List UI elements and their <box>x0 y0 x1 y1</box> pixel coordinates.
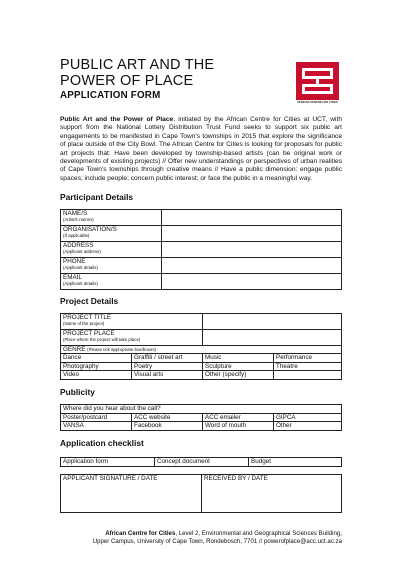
participant-heading: Participant Details <box>60 192 134 202</box>
checklist-item[interactable]: Concept document <box>155 458 249 467</box>
table-row <box>61 362 342 371</box>
checklist-item[interactable]: Budget <box>249 458 342 467</box>
genre-option[interactable]: Photography <box>61 362 132 371</box>
address-field[interactable] <box>162 242 342 258</box>
table-row <box>61 458 342 467</box>
table-row <box>61 274 342 290</box>
organisation-field[interactable] <box>162 226 342 242</box>
signature-box[interactable] <box>61 475 202 513</box>
genre-option[interactable]: Theatre <box>274 362 342 371</box>
form-subtitle: APPLICATION FORM <box>60 90 161 101</box>
genre-option[interactable]: Sculpture <box>203 362 274 371</box>
table-row <box>61 346 342 354</box>
field-label: ORGANISATION/S (If applicable) <box>61 226 162 242</box>
field-label: PROJECT TITLE (Name of the project) <box>61 314 203 330</box>
table-row <box>61 258 342 274</box>
table-row <box>61 210 342 226</box>
publicity-table <box>60 404 342 431</box>
field-label: ADDRESS (Applicant address) <box>61 242 162 258</box>
genre-option[interactable]: Graffiti / street art <box>132 354 203 363</box>
checklist-heading: Application checklist <box>60 438 144 448</box>
publicity-option[interactable]: Other <box>274 422 342 431</box>
participant-table <box>60 209 342 290</box>
table-row <box>61 371 342 380</box>
field-label: PHONE (Applicant details) <box>61 258 162 274</box>
name-field[interactable] <box>162 210 342 226</box>
field-label: GENRE (Please tick appropriate box/boxes) <box>61 346 342 354</box>
table-row <box>61 354 342 363</box>
table-row <box>61 475 342 513</box>
footer-line-2: Upper Campus, University of Cape Town, Rondebosch, 7701 // powerofplace@acc.uct.ac.za <box>92 538 342 546</box>
checklist-item[interactable]: Application form <box>61 458 155 467</box>
genre-option[interactable]: Other (specify) <box>203 371 274 380</box>
project-place-field[interactable] <box>203 330 342 346</box>
publicity-heading: Publicity <box>60 387 95 397</box>
genre-option[interactable]: Visual arts <box>132 371 203 380</box>
publicity-question: Where did you hear about the call? <box>61 405 342 414</box>
table-row <box>61 242 342 258</box>
table-row <box>61 405 342 414</box>
email-field[interactable] <box>162 274 342 290</box>
document-title <box>60 58 214 102</box>
title-line-1: PUBLIC ART AND THE <box>60 57 215 73</box>
received-box[interactable] <box>202 475 342 513</box>
signature-label: APPLICANT SIGNATURE / DATE <box>63 475 158 482</box>
project-table <box>60 313 342 380</box>
publicity-option[interactable]: ACC emailer <box>203 413 274 422</box>
acc-logo-mark <box>296 62 339 100</box>
genre-option[interactable]: Dance <box>61 354 132 363</box>
checklist-table <box>60 457 342 467</box>
field-label: PROJECT PLACE (Place where the project will take place) <box>61 330 203 346</box>
footer-address <box>60 530 342 547</box>
footer-org: African Centre for Cities <box>105 530 176 537</box>
logo-caption: AFRICAN CENTRE FOR CITIES <box>297 101 338 104</box>
genre-option[interactable]: Music <box>203 354 274 363</box>
publicity-option[interactable]: Word of mouth <box>203 422 274 431</box>
publicity-option[interactable]: ACC website <box>132 413 203 422</box>
received-label: RECEIVED BY / DATE <box>204 475 268 482</box>
table-row <box>61 226 342 242</box>
project-title-field[interactable] <box>203 314 342 330</box>
phone-field[interactable] <box>162 258 342 274</box>
table-row <box>61 413 342 422</box>
publicity-option[interactable]: GIPCA <box>274 413 342 422</box>
project-heading: Project Details <box>60 296 119 306</box>
publicity-option[interactable]: Facebook <box>132 422 203 431</box>
intro-body: , initiated by the African Centre for Cities at UCT, with support from the National Lottery Distribution Trust Fund seeks to support six public art engagements to be manifested in Cape Town's townships in 2015 that explore the significance of place outside of the City Bowl. The African Centre for Cities is looking for proposals for public art projects that: Have been developed by township-based artists (can be original work or developments of existing projects) // Offer new understandings or perspectives of urban realities of Cape Town's townships through creative means // Have a public dimension: engage public spaces; include people; concern public interest; or face the public in a meaningful way. <box>60 116 342 182</box>
title-line-2: POWER OF PLACE <box>60 72 194 89</box>
intro-paragraph <box>60 116 342 183</box>
table-row <box>61 330 342 346</box>
field-label: EMAIL (Applicant details) <box>61 274 162 290</box>
publicity-option[interactable]: VANSA <box>61 422 132 431</box>
footer-line-1: , Level 2, Environmental and Geographical Sciences Building, <box>175 530 342 537</box>
table-row <box>61 314 342 330</box>
genre-option[interactable] <box>274 371 342 380</box>
genre-option[interactable]: Video <box>61 371 132 380</box>
intro-lead: Public Art and the Power of Place <box>60 116 174 123</box>
publicity-option[interactable]: Poster/postcard <box>61 413 132 422</box>
table-row <box>61 422 342 431</box>
genre-option[interactable]: Poetry <box>132 362 203 371</box>
signature-table <box>60 474 342 513</box>
field-label: NAME/S (Artist/s names) <box>61 210 162 226</box>
acc-logo <box>296 62 339 106</box>
genre-option[interactable]: Performance <box>274 354 342 363</box>
